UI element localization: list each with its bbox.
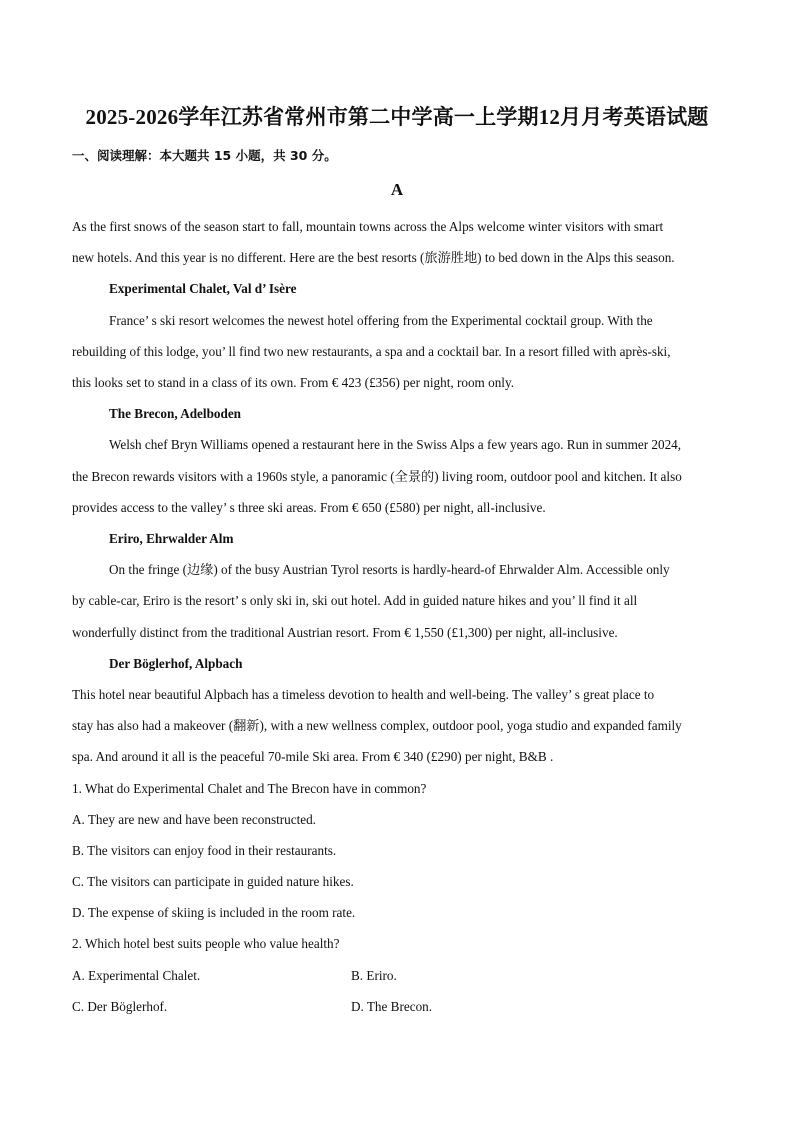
answer-option: A. Experimental Chalet. <box>72 968 201 983</box>
section-heading: 一、阅读理解：本大题共 15 小题，共 30 分。 <box>72 148 337 163</box>
hotel-name: Experimental Chalet, Val d’ Isère <box>109 281 297 296</box>
hotel-paragraph-line: spa. And around it all is the peaceful 70-mile Ski area. From € 340 (£290) per night, B&B . <box>72 749 554 764</box>
answer-option: C. Der Böglerhof. <box>72 999 168 1014</box>
hotel-paragraph-line: Welsh chef Bryn Williams opened a restaurant here in the Swiss Alps a few years ago. Run in summer 2024, <box>109 437 682 452</box>
passage-label: A <box>390 180 404 199</box>
hotel-paragraph-line: the Brecon rewards visitors with a 1960s style, a panoramic (全景的) living room, outdoor pool and kitchen. It also <box>72 469 682 484</box>
answer-option: D. The Brecon. <box>351 999 433 1014</box>
intro-line: As the first snows of the season start to fall, mountain towns across the Alps welcome winter visitors with smart <box>72 219 664 234</box>
page-title: 2025-2026学年江苏省常州市第二中学高一上学期12月月考英语试题 <box>85 105 709 129</box>
intro-line: new hotels. And this year is no different. Here are the best resorts (旅游胜地) to bed down in the Alps this season. <box>72 250 675 265</box>
hotel-name: The Brecon, Adelboden <box>109 406 242 421</box>
hotel-paragraph-line: This hotel near beautiful Alpbach has a timeless devotion to health and well-being. The valley’ s great place to <box>72 687 655 702</box>
hotel-name: Eriro, Ehrwalder Alm <box>109 531 234 546</box>
hotel-paragraph-line: stay has also had a makeover (翻新), with a new wellness complex, outdoor pool, yoga studio and expanded family <box>72 718 682 733</box>
hotel-paragraph-line: provides access to the valley’ s three ski areas. From € 650 (£580) per night, all-inclusive. <box>72 500 546 515</box>
answer-option: D. The expense of skiing is included in the room rate. <box>72 905 356 920</box>
hotel-paragraph-line: this looks set to stand in a class of its own. From € 423 (£356) per night, room only. <box>72 375 514 390</box>
hotel-paragraph-line: by cable-car, Eriro is the resort’ s only ski in, ski out hotel. Add in guided nature hikes and you’ ll find it all <box>72 593 638 608</box>
hotel-paragraph-line: On the fringe (边缘) of the busy Austrian Tyrol resorts is hardly-heard-of Ehrwalder Alm. Accessible only <box>109 562 670 577</box>
question-stem: 2. Which hotel best suits people who value health? <box>72 936 340 951</box>
hotel-name: Der Böglerhof, Alpbach <box>109 656 243 671</box>
answer-option: C. The visitors can participate in guided nature hikes. <box>72 874 354 889</box>
hotel-paragraph-line: rebuilding of this lodge, you’ ll find two new restaurants, a spa and a cocktail bar. In a resort filled with après-ski, <box>72 344 671 359</box>
hotel-paragraph-line: France’ s ski resort welcomes the newest hotel offering from the Experimental cocktail group. With the <box>109 313 653 328</box>
hotel-paragraph-line: wonderfully distinct from the traditional Austrian resort. From € 1,550 (£1,300) per night, all-inclusive. <box>72 625 618 640</box>
answer-option: B. The visitors can enjoy food in their restaurants. <box>72 843 337 858</box>
answer-option: B. Eriro. <box>351 968 397 983</box>
question-stem: 1. What do Experimental Chalet and The Brecon have in common? <box>72 781 427 796</box>
answer-option: A. They are new and have been reconstructed. <box>72 812 316 827</box>
